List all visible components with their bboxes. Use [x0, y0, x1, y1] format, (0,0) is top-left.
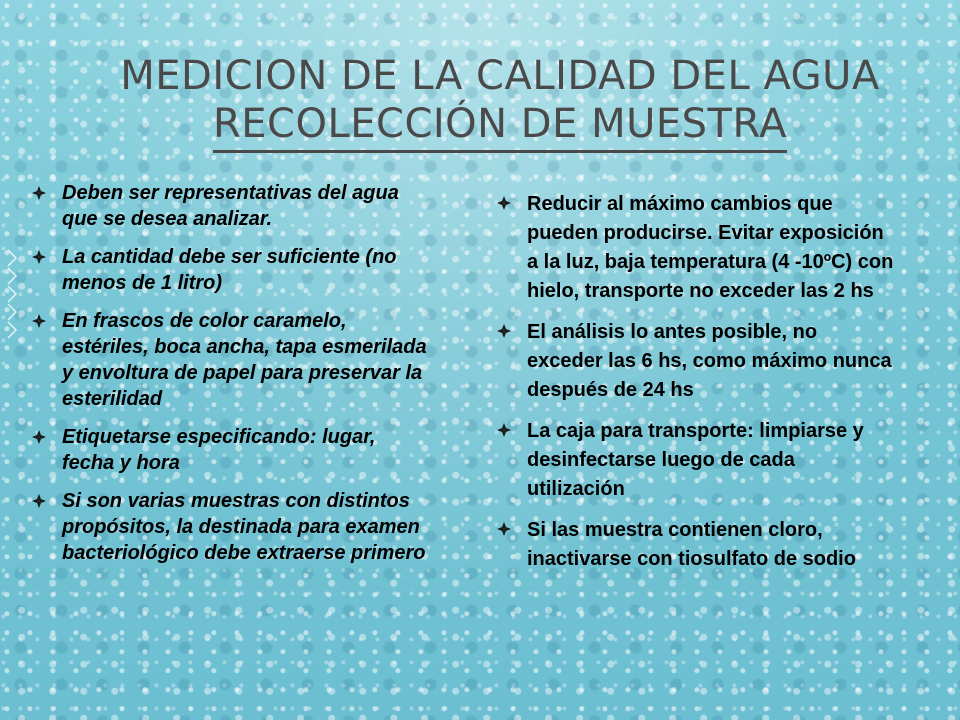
bullet-text: En frascos de color caramelo, estériles, boca ancha, tapa esmerilada y envoltura de papel para preservar la esterilidad: [62, 310, 427, 410]
list-item: [30, 488, 430, 566]
slide-title: [90, 52, 910, 153]
list-item: [495, 318, 895, 405]
list-item: [30, 244, 430, 296]
diamond-bullet-icon: [32, 430, 46, 444]
list-item: [495, 417, 895, 504]
diamond-bullet-icon: [497, 324, 511, 338]
bullet-text: La cantidad debe ser suficiente (no menos de 1 litro): [62, 246, 397, 294]
left-column: [30, 180, 430, 578]
list-item: [30, 424, 430, 476]
list-item: [495, 516, 895, 574]
bullet-text: Si las muestra contienen cloro, inactivarse con tiosulfato de sodio: [527, 519, 856, 570]
bullet-text: Reducir al máximo cambios que pueden producirse. Evitar exposición a la luz, baja temperatura (4 -10ºC) con hielo, transporte no exceder las 2 hs: [527, 193, 894, 302]
right-bullet-list: [495, 190, 895, 574]
list-item: [30, 308, 430, 412]
left-bullet-list: [30, 180, 430, 566]
bullet-text: Deben ser representativas del agua que se desea analizar.: [62, 182, 399, 230]
diamond-bullet-icon: [32, 494, 46, 508]
right-column: [495, 190, 895, 586]
diamond-bullet-icon: [32, 250, 46, 264]
diamond-bullet-icon: [497, 196, 511, 210]
bullet-text: Etiquetarse especificando: lugar, fecha y hora: [62, 426, 376, 474]
bullet-text: El análisis lo antes posible, no exceder las 6 hs, como máximo nunca después de 24 hs: [527, 321, 892, 401]
diamond-bullet-icon: [32, 186, 46, 200]
list-item: [30, 180, 430, 232]
title-line-1: MEDICION DE LA CALIDAD DEL AGUA: [120, 53, 880, 99]
diamond-bullet-icon: [497, 423, 511, 437]
diamond-bullet-icon: [497, 522, 511, 536]
bullet-text: La caja para transporte: limpiarse y desinfectarse luego de cada utilización: [527, 420, 864, 500]
list-item: [495, 190, 895, 306]
bullet-text: Si son varias muestras con distintos propósitos, la destinada para examen bacteriológico debe extraerse primero: [62, 490, 426, 564]
decorative-chevrons-icon: [4, 250, 22, 710]
diamond-bullet-icon: [32, 314, 46, 328]
title-line-2: RECOLECCIÓN DE MUESTRA: [213, 100, 787, 153]
